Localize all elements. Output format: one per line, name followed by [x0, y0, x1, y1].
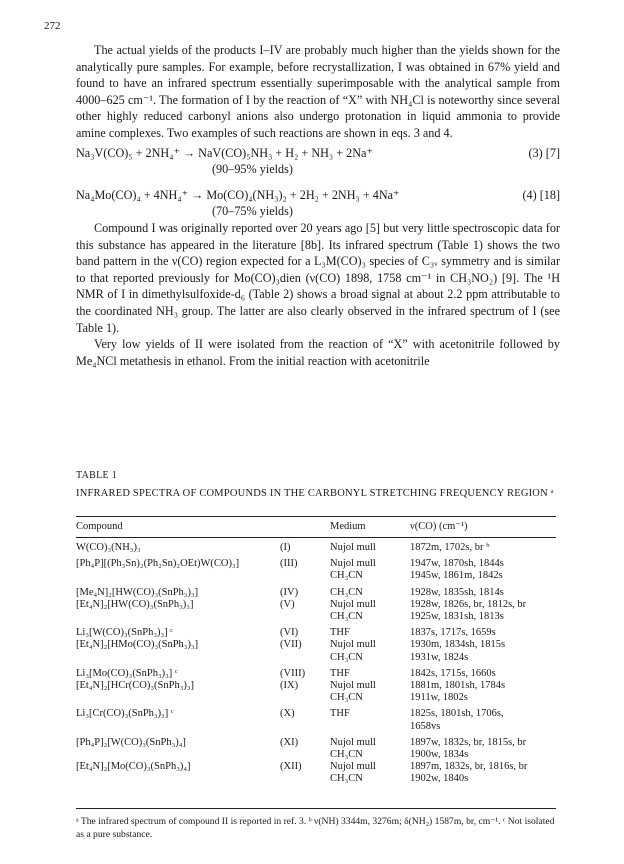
- equation-4-yield: (70–75% yields): [212, 204, 293, 219]
- table-cell-id: (III): [280, 558, 298, 570]
- equation-3: [76, 145, 560, 162]
- table-cell-id: (XI): [280, 736, 299, 748]
- table-cell-medium: Nujol mull: [330, 598, 376, 610]
- header-medium: Medium: [330, 521, 366, 532]
- table-cell-medium: Nujol mull: [330, 761, 376, 773]
- table-cell-compound: Li₃[Cr(CO)₃(SnPh₃)₃] ᶜ: [76, 708, 174, 720]
- table-cell-nu: 1881m, 1801sh, 1784s: [410, 680, 506, 691]
- table-cell-nu: 1911w, 1802s: [410, 692, 468, 704]
- table-cell-compound: [Ph₄P]₂[W(CO)₃(SnPh₃)₄]: [76, 736, 186, 748]
- table-cell-nu: 1897m, 1832s, br, 1816s, br: [410, 761, 528, 773]
- table-cell-medium: Nujol mull: [330, 542, 376, 553]
- table-cell-nu: 1931w, 1824s: [410, 651, 469, 663]
- body-text: [76, 42, 560, 369]
- table-bottom-rule: [76, 808, 556, 809]
- header-compound: Compound: [76, 521, 123, 532]
- equation-3-formula: Na₃V(CO)₅ + 2NH₄⁺ → NaV(CO)₅NH₃ + H₂ + NH₃ + 2Na⁺: [76, 145, 373, 160]
- table-cell-id: (VIII): [280, 667, 306, 679]
- table-cell-medium: Nujol mull: [330, 680, 376, 691]
- table-cell-compound: W(CO)₃(NH₃)₃: [76, 542, 141, 553]
- table-cell-compound: [Et₄N]₂[HMo(CO)₃(SnPh₃)₃]: [76, 639, 199, 651]
- table-cell-id: (VI): [280, 627, 299, 639]
- equation-4-number: (4) [18]: [522, 187, 560, 202]
- paragraph-1: The actual yields of the products I–IV are probably much higher than the yields shown for the analytically pure samples. For example, before recrystallization, I was obtained in 67% yield and found to have an infrared spectrum essentially superimposable with the analytical sample from 4000–625 cm⁻¹. The formation of I by the reaction of “X” with NH₄Cl is noteworthy since several other highly reduced carbonyl anions also undergo protonation in liquid ammonia to provide amine complexes. Two examples of such reactions are shown in eqs. 3 and 4.: [76, 43, 560, 140]
- header-nu-co: ν(CO) (cm⁻¹): [410, 521, 468, 532]
- table-cell-medium: Nujol mull: [330, 558, 376, 570]
- table-cell-nu: 1902w, 1840s: [410, 773, 469, 785]
- table-cell-medium: CH₃CN: [330, 692, 363, 704]
- table-top-rule: [76, 516, 556, 517]
- table-footnote: ᵃ The infrared spectrum of compound II is reported in ref. 3. ᵇ ν(NH) 3344m, 3276m; δ(NH₂) 1587m, br, cm⁻¹. ᶜ Not isolated as a pure substance.: [76, 816, 555, 840]
- paragraph-2: Compound I was originally reported over 20 years ago [5] but very little spectroscopic data for this substance has appeared in the literature [8b]. Its infrared spectrum (Table 1) shows the two band pattern in the ν(CO) region expected for a L₃M(CO)₃ species of C₃ᵥ symmetry and is similar to that reported previously for Mo(CO)₃dien (ν(CO) 1898, 1758 cm⁻¹ in CH₃NO₂) [9]. The ¹H NMR of I in dimethylsulfoxide-d₆ (Table 2) shows a broad signal at about 2.2 ppm attributable to the coordinated NH₃ group. The latter are also clearly observed in the infrared spectrum of I (see Table 1).: [76, 220, 560, 335]
- paragraph-3: Very low yields of II were isolated from the reaction of “X” with acetonitrile followed by Me₄NCl metathesis in ethanol. From the initial reaction with acetonitrile: [76, 337, 560, 368]
- equation-4: [76, 187, 560, 204]
- table-label: TABLE 1: [76, 470, 118, 481]
- table-cell-id: (IV): [280, 586, 299, 598]
- table-cell-compound: [Et₄N]₂[Mo(CO)₃(SnPh₃)₄]: [76, 761, 191, 773]
- table-cell-medium: CH₃CN: [330, 749, 363, 760]
- table-cell-compound: [Ph₄P][(Ph₃Sn)₂(Ph₂Sn)₂OEt)W(CO)₃]: [76, 558, 240, 570]
- table-cell-medium: CH₃CN: [330, 611, 363, 622]
- table-cell-medium: THF: [330, 708, 350, 720]
- table-title: INFRARED SPECTRA OF COMPOUNDS IN THE CARBONYL STRETCHING FREQUENCY REGION ᵃ: [76, 488, 554, 499]
- table-cell-compound: Li₃[Mo(CO)₃(SnPh₃)₃] ᶜ: [76, 667, 178, 679]
- table-cell-nu: 1658vs: [410, 720, 441, 732]
- table-cell-id: (IX): [280, 680, 299, 691]
- table-cell-nu: 1872m, 1702s, br ᵇ: [410, 542, 490, 553]
- table-cell-nu: 1945w, 1861m, 1842s: [410, 570, 503, 582]
- table-cell-nu: 1825s, 1801sh, 1706s,: [410, 708, 504, 720]
- equation-3-yield: (90–95% yields): [212, 162, 293, 177]
- table-cell-nu: 1930m, 1834sh, 1815s: [410, 639, 506, 651]
- table-header-rule: [76, 537, 556, 538]
- table-cell-nu: 1947w, 1870sh, 1844s: [410, 558, 504, 570]
- table-cell-id: (X): [280, 708, 295, 720]
- table-cell-id: (V): [280, 598, 295, 610]
- equation-4-formula: Na₄Mo(CO)₄ + 4NH₄⁺ → Mo(CO)₄(NH₃)₂ + 2H₂ + 2NH₃ + 4Na⁺: [76, 187, 400, 202]
- table-cell-id: (I): [280, 542, 291, 553]
- table-cell-medium: THF: [330, 627, 350, 639]
- table-cell-medium: CH₃CN: [330, 586, 363, 598]
- table-cell-id: (VII): [280, 639, 302, 651]
- table-cell-medium: THF: [330, 667, 350, 679]
- table-cell-id: (XII): [280, 761, 302, 773]
- table-cell-nu: 1928w, 1835sh, 1814s: [410, 586, 504, 598]
- table-cell-compound: Li₃[W(CO)₃(SnPh₃)₃] ᶜ: [76, 627, 173, 639]
- table-cell-nu: 1897w, 1832s, br, 1815s, br: [410, 736, 527, 748]
- table-cell-medium: CH₃CN: [330, 570, 363, 582]
- equation-3-number: (3) [7]: [528, 145, 560, 160]
- table-cell-nu: 1837s, 1717s, 1659s: [410, 627, 496, 639]
- table-cell-medium: Nujol mull: [330, 736, 376, 748]
- table-cell-medium: CH₃CN: [330, 651, 363, 663]
- table-cell-medium: CH₃CN: [330, 773, 363, 785]
- page-number: 272: [44, 20, 61, 32]
- table-cell-compound: [Me₄N]₂[HW(CO)₃(SnPh₃)₃]: [76, 586, 199, 598]
- table-cell-compound: [Et₄N]₂[HW(CO)₃(SnPh₃)₃]: [76, 598, 194, 610]
- table-cell-nu: 1925w, 1831sh, 1813s: [410, 611, 504, 622]
- table-cell-nu: 1928w, 1826s, br, 1812s, br: [410, 598, 527, 610]
- table-cell-nu: 1842s, 1715s, 1660s: [410, 667, 496, 679]
- table-cell-medium: Nujol mull: [330, 639, 376, 651]
- table-cell-compound: [Et₄N]₂[HCr(CO)₃(SnPh₃)₃]: [76, 680, 195, 691]
- table-cell-nu: 1900w, 1834s: [410, 749, 469, 760]
